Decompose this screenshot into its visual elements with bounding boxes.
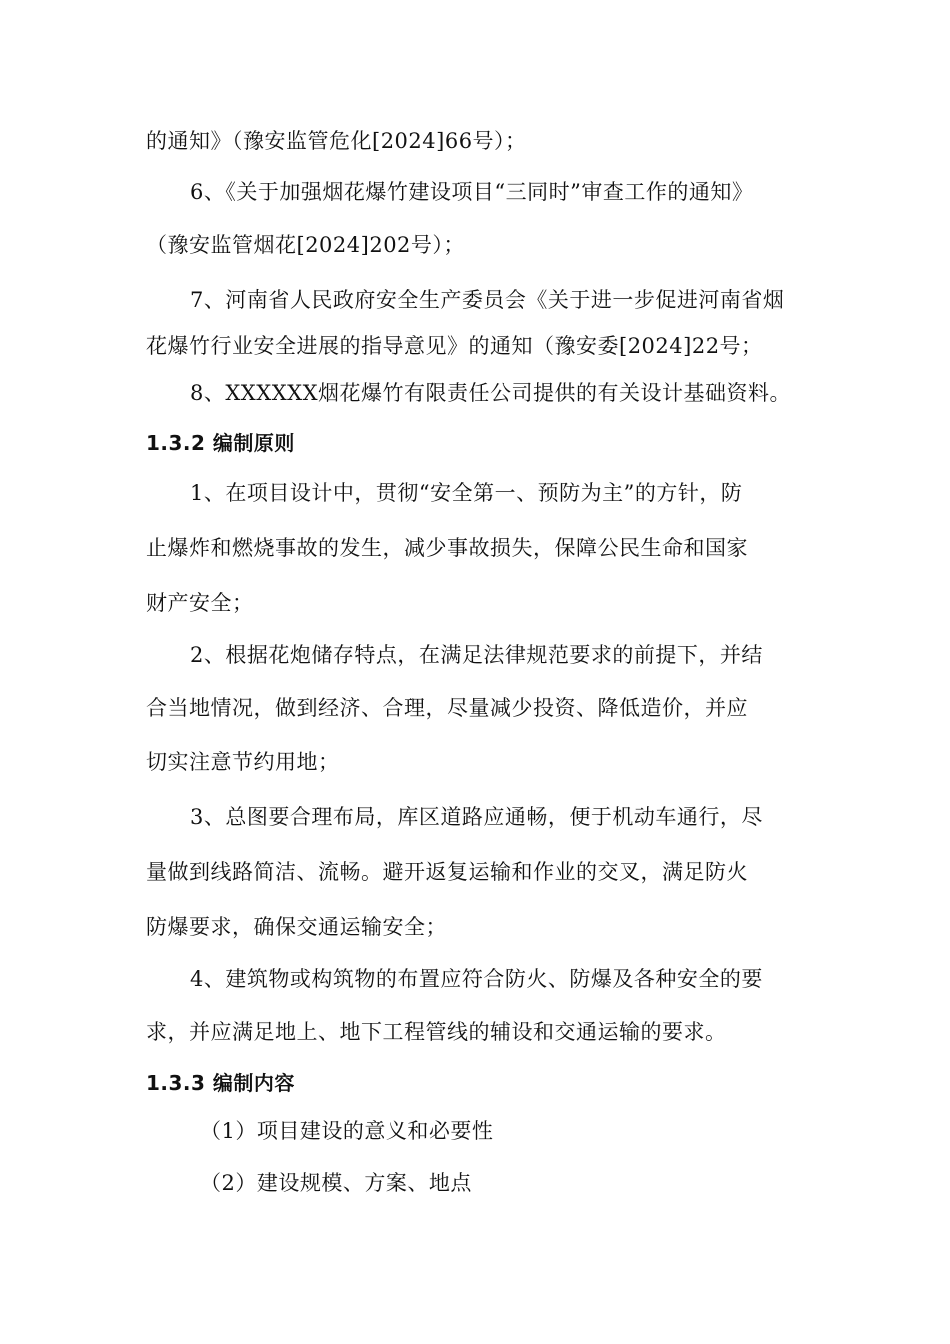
text-line: （豫安监管烟花[2024]202号）； (146, 233, 465, 257)
list-item: （1）项目建设的意义和必要性 (200, 1119, 494, 1143)
list-item: （2）建设规模、方案、地点 (200, 1171, 472, 1195)
text-line: 合当地情况，做到经济、合理，尽量减少投资、降低造价，并应 (146, 696, 748, 720)
text-line: 花爆竹行业安全进展的指导意见》的通知（豫安委[2024]22号； (146, 334, 763, 358)
section-heading: 1.3.3 编制内容 (146, 1071, 295, 1095)
text-line: 的通知》（豫安监管危化[2024]66号）； (146, 129, 527, 153)
text-line: 防爆要求，确保交通运输安全； (146, 915, 447, 939)
text-line: 切实注意节约用地； (146, 750, 340, 774)
text-line: 4、建筑物或构筑物的布置应符合防火、防爆及各种安全的要 (190, 967, 763, 991)
section-heading: 1.3.2 编制原则 (146, 431, 295, 455)
text-line: 3、总图要合理布局，库区道路应通畅，便于机动车通行，尽 (190, 805, 763, 829)
text-line: 2、根据花炮储存特点，在满足法律规范要求的前提下，并结 (190, 643, 763, 667)
text-line: 7、河南省人民政府安全生产委员会《关于进一步促进河南省烟 (190, 288, 785, 312)
text-line: 止爆炸和燃烧事故的发生，减少事故损失，保障公民生命和国家 (146, 536, 748, 560)
text-line: 量做到线路简洁、流畅。避开返复运输和作业的交叉，满足防火 (146, 860, 748, 884)
text-line: 求，并应满足地上、地下工程管线的辅设和交通运输的要求。 (146, 1020, 727, 1044)
text-line: 财产安全； (146, 591, 254, 615)
text-line: 1、在项目设计中，贯彻“安全第一、预防为主”的方针，防 (190, 481, 743, 505)
text-line: 8、XXXXXX烟花爆竹有限责任公司提供的有关设计基础资料。 (190, 381, 792, 405)
text-line: 6、《关于加强烟花爆竹建设项目“三同时”审查工作的通知》 (190, 180, 754, 204)
